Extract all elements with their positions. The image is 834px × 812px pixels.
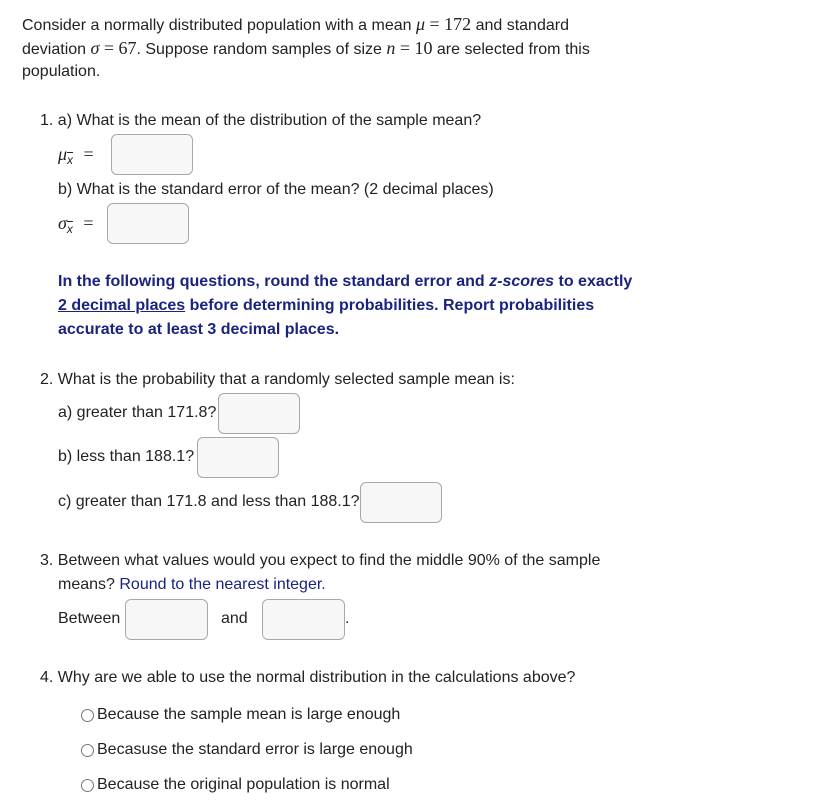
interval-lower-input[interactable] <box>125 599 208 640</box>
q3-rounding-note: Round to the nearest integer. <box>119 576 326 593</box>
mu-xbar-input[interactable] <box>111 134 193 175</box>
n-value: 10 <box>414 38 433 58</box>
equals-sign: = <box>83 144 94 164</box>
equals-sign: = <box>429 14 440 34</box>
q3-prompt-line-2 <box>58 576 326 594</box>
rounding-instructions-line-1 <box>58 273 632 291</box>
option-label: Because the original population is normal <box>97 776 390 793</box>
intro-text: are selected from this <box>436 41 590 58</box>
q2c-input[interactable] <box>360 482 442 523</box>
radio-button[interactable] <box>81 709 94 722</box>
rounding-instructions-line-3: accurate to at least 3 decimal places. <box>58 321 340 338</box>
q3-prompt-line-1: 3. Between what values would you expect to find the middle 90% of the sample <box>40 552 601 569</box>
and-label: and <box>221 610 248 627</box>
mu-value: 172 <box>444 14 472 34</box>
intro-text: and standard <box>475 17 569 34</box>
instruction-z-scores: z-scores <box>489 273 555 290</box>
q1a-prompt: 1. a) What is the mean of the distribution of the sample mean? <box>40 112 482 129</box>
instruction-text: In the following questions, round the standard error and <box>58 273 490 290</box>
q1b-prompt: b) What is the standard error of the mean? (2 decimal places) <box>58 181 494 198</box>
intro-text: . Suppose random samples of size <box>136 41 382 58</box>
instruction-text: before determining probabilities. Report probabilities <box>185 297 595 314</box>
n-symbol: n <box>386 38 396 58</box>
sigma-symbol: σ <box>90 38 100 58</box>
sigma-value: 67 <box>118 38 137 58</box>
rounding-instructions-line-2 <box>58 297 594 315</box>
interval-upper-input[interactable] <box>262 599 345 640</box>
mu-xbar-label <box>58 144 94 165</box>
xbar-subscript: x <box>66 222 73 236</box>
intro-line-2 <box>22 38 590 59</box>
q2b-label: b) less than 188.1? <box>58 448 195 465</box>
sigma-xbar-label <box>58 213 94 234</box>
between-label: Between <box>58 610 121 627</box>
mu-symbol: μ <box>58 144 68 164</box>
q2a-label: a) greater than 171.8? <box>58 404 217 421</box>
sigma-xbar-input[interactable] <box>107 203 189 244</box>
xbar-subscript: x <box>67 153 74 167</box>
mu-symbol: μ <box>416 14 426 34</box>
radio-button[interactable] <box>81 779 94 792</box>
intro-line-3: population. <box>22 63 101 80</box>
option-label: Becasuse the standard error is large enough <box>97 741 413 758</box>
q4-option-3[interactable] <box>81 776 390 794</box>
q3-text: means? <box>58 576 115 593</box>
q4-option-1[interactable] <box>81 706 400 724</box>
q2c-label: c) greater than 171.8 and less than 188.1? <box>58 493 360 510</box>
q4-option-2[interactable] <box>81 741 413 759</box>
intro-text: deviation <box>22 41 87 58</box>
equals-sign: = <box>399 38 410 58</box>
intro-text: Consider a normally distributed population with a mean <box>22 17 412 34</box>
q2-prompt: 2. What is the probability that a randomly selected sample mean is: <box>40 371 515 388</box>
sigma-symbol: σ <box>58 213 67 233</box>
option-label: Because the sample mean is large enough <box>97 706 401 723</box>
instruction-text: to exactly <box>554 273 633 290</box>
q2a-input[interactable] <box>218 393 300 434</box>
q2b-input[interactable] <box>197 437 279 478</box>
q4-prompt: 4. Why are we able to use the normal distribution in the calculations above? <box>40 669 576 686</box>
equals-sign: = <box>83 213 94 233</box>
intro-line-1 <box>22 14 569 35</box>
period: . <box>345 610 350 627</box>
instruction-decimal-places: 2 decimal places <box>58 297 186 314</box>
equals-sign: = <box>103 38 114 58</box>
radio-button[interactable] <box>81 744 94 757</box>
